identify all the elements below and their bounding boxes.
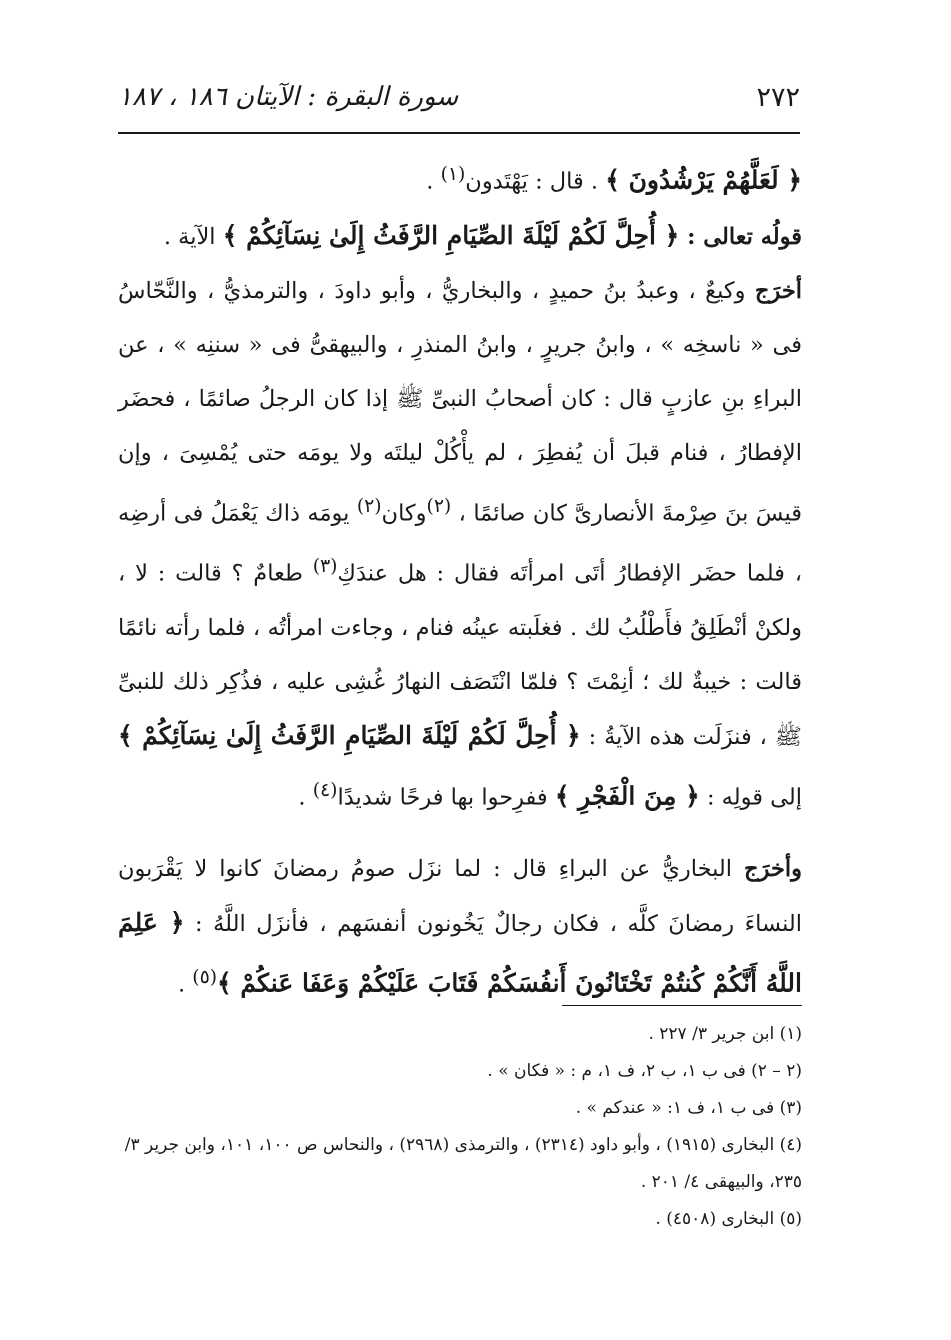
footnote: (٥) البخارى (٤٥٠٨) . (655, 1209, 802, 1229)
footnote: (٤) البخارى (١٩١٥) ، وأبو داود (٢٣١٤) ، والترمذى (٢٩٦٨) ، والنحاس ص ١٠٠، ١٠١، وابن جرير ٣/ ٢٣٥، والبيهقى ٤/ ٢٠١ . (124, 1135, 802, 1192)
text-run: . (426, 168, 441, 195)
footnote: (٣) فى ب ١، ف ١: « عندكم » . (575, 1098, 802, 1118)
text-run: . (298, 784, 313, 810)
quran-verse: ﴿ أُحِلَّ لَكُمْ لَيْلَةَ الصِّيَامِ الرَّفَثُ إِلَىٰ نِسَآئِكُمْ ﴾ (118, 720, 581, 750)
text-run: وكان (381, 500, 427, 526)
lead-word: وأخرَج (744, 856, 802, 882)
lead-words: قولُه تعالى : (679, 223, 802, 250)
main-text (118, 148, 802, 1012)
header-rule (118, 132, 800, 134)
footnote-ref: (٥) (192, 967, 218, 988)
text-run: ففرِحوا بها فرحًا شديدًا (337, 784, 555, 810)
quran-verse: ﴿ أُحِلَّ لَكُمْ لَيْلَةَ الصِّيَامِ الرَّفَثُ إِلَىٰ نِسَآئِكُمْ ﴾ (222, 220, 680, 250)
paragraph-2 (118, 209, 802, 264)
running-title: سورة البقرة : الآيتان ١٨٦ ، ١٨٧ (118, 82, 459, 112)
footnote-separator (562, 1005, 802, 1006)
paragraph-1 (118, 148, 802, 209)
footnote: (١) ابن جرير ٣/ ٢٢٧ . (648, 1024, 802, 1044)
text-run: إلى قولِه : (699, 784, 802, 810)
quran-verse: ﴿ مِنَ الْفَجْرِ ﴾ (554, 781, 700, 810)
footnote-ref: (٣) (312, 556, 338, 577)
footnotes (118, 1016, 802, 1238)
footnote-ref: (١) (440, 164, 466, 185)
lead-word: أخرَج (754, 277, 802, 304)
quran-verse: ﴿ عَلِمَ اللَّهُ أَنَّكُمْ كُنتُمْ تَخْتَانُونَ أَنفُسَكُمْ فَتَابَ عَلَيْكُمْ وَعَفَا عَنكُمْ ﴾ (118, 908, 802, 998)
page-header (118, 76, 800, 126)
footnote-ref: (٢) (426, 495, 452, 517)
footnote: (٢ – ٢) فى ب ١، ب ٢، ف ١، م : « فكان » . (487, 1061, 802, 1081)
quran-verse: ﴿ لَعَلَّهُمْ يَرْشُدُونَ ﴾ (605, 165, 802, 195)
text-run: . (177, 971, 193, 998)
page-number: ٢٧٢ (756, 82, 800, 113)
text-run: الآية . (163, 223, 223, 250)
footnote-ref: (٢) (356, 495, 382, 517)
text-run: وكيعٌ ، وعبدُ بنُ حميدٍ ، والبخاريُّ ، وأبو داودَ ، والترمذيُّ ، والنَّحّاسُ فى « ناسخِه » ، وابنُ جريرٍ ، وابنُ المنذرِ ، والبيهقىُّ فى « سننِه » ، عن البراءِ بنِ عازبٍ قال : كان أصحابُ النبىِّ ﷺ إذا كان الرجلُ صائمًا ، فحضَر الإفطارُ ، فنام قبلَ أن يُفطِرَ ، لم يأْكُلْ ليلتَه ولا يومَه حتى يُمْسِىَ ، وإن قيسَ بنَ صِرْمةَ الأنصارىَّ كان صائمًا ، (118, 277, 802, 526)
paragraph-3 (118, 264, 802, 825)
text-run: يومَه ذاك يَعْمَلُ فى أرضِه ، فلما حضَر الإفطارُ أتَى امرأتَه فقال : هل عندَكِ (118, 500, 802, 587)
text-run: البخاريُّ عن البراءِ قال : لما نزَل صومُ رمضانَ كانوا لا يَقْرَبون النساءَ رمضانَ كلَّه ، فكان رجالٌ يَخُونون أنفسَهم ، فأنزَل اللَّهُ : (118, 856, 802, 937)
text-run: طعامٌ ؟ قالت : لا ، ولكنْ أنْطَلِقُ فأَطْلُبُ لك . فغلَبته عينُه فنام ، وجاءت امرأتُه ، فلما رأته نائمًا قالت : خيبةٌ لك ؛ أنِمْتَ ؟ فلمّا انْتَصَف النهارُ غُشِى عليه ، فذُكِر ذلك للنبىِّ ﷺ ، فنزَلَت هذه الآيةُ : (118, 560, 802, 750)
footnote-ref: (٤) (312, 779, 338, 801)
text-run: . قال : يَهْتَدون (465, 168, 606, 195)
paragraph-4 (118, 842, 802, 1012)
